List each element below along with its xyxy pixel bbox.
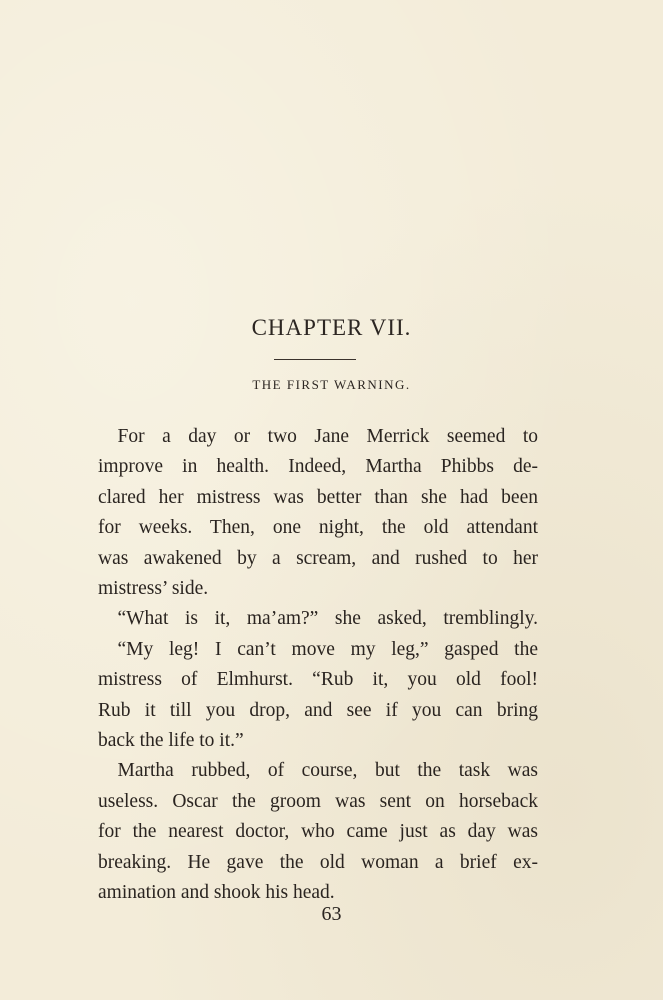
text-line: back the life to it.” xyxy=(98,730,244,752)
text-line: amination and shook his head. xyxy=(98,882,335,904)
text-line: mistress’ side. xyxy=(98,578,209,600)
text-line: useless. Oscar the groom was sent on horseback xyxy=(98,790,538,812)
text-line: Martha rubbed, of course, but the task was xyxy=(98,760,538,782)
chapter-subtitle: THE FIRST WARNING. xyxy=(252,377,411,392)
page-number: 63 xyxy=(321,903,342,925)
text-line: clared her mistress was better than she had been xyxy=(98,486,538,508)
text-line: breaking. He gave the old woman a brief ex- xyxy=(98,851,538,873)
text-line: for the nearest doctor, who came just as day was xyxy=(98,821,538,843)
title-divider xyxy=(274,359,356,360)
text-line: improve in health. Indeed, Martha Phibbs de- xyxy=(98,456,538,478)
text-line: Rub it till you drop, and see if you can bring xyxy=(98,699,538,721)
chapter-title: CHAPTER VII. xyxy=(251,315,412,340)
text-line: “What is it, ma’am?” she asked, tremblingly. xyxy=(98,608,538,630)
text-line: mistress of Elmhurst. “Rub it, you old fool! xyxy=(98,669,538,691)
text-line: for weeks. Then, one night, the old attendant xyxy=(98,517,538,539)
body-text xyxy=(98,422,538,909)
text-line: “My leg! I can’t move my leg,” gasped the xyxy=(98,638,538,660)
text-line: was awakened by a scream, and rushed to her xyxy=(98,547,538,569)
text-line: For a day or two Jane Merrick seemed to xyxy=(98,426,538,447)
